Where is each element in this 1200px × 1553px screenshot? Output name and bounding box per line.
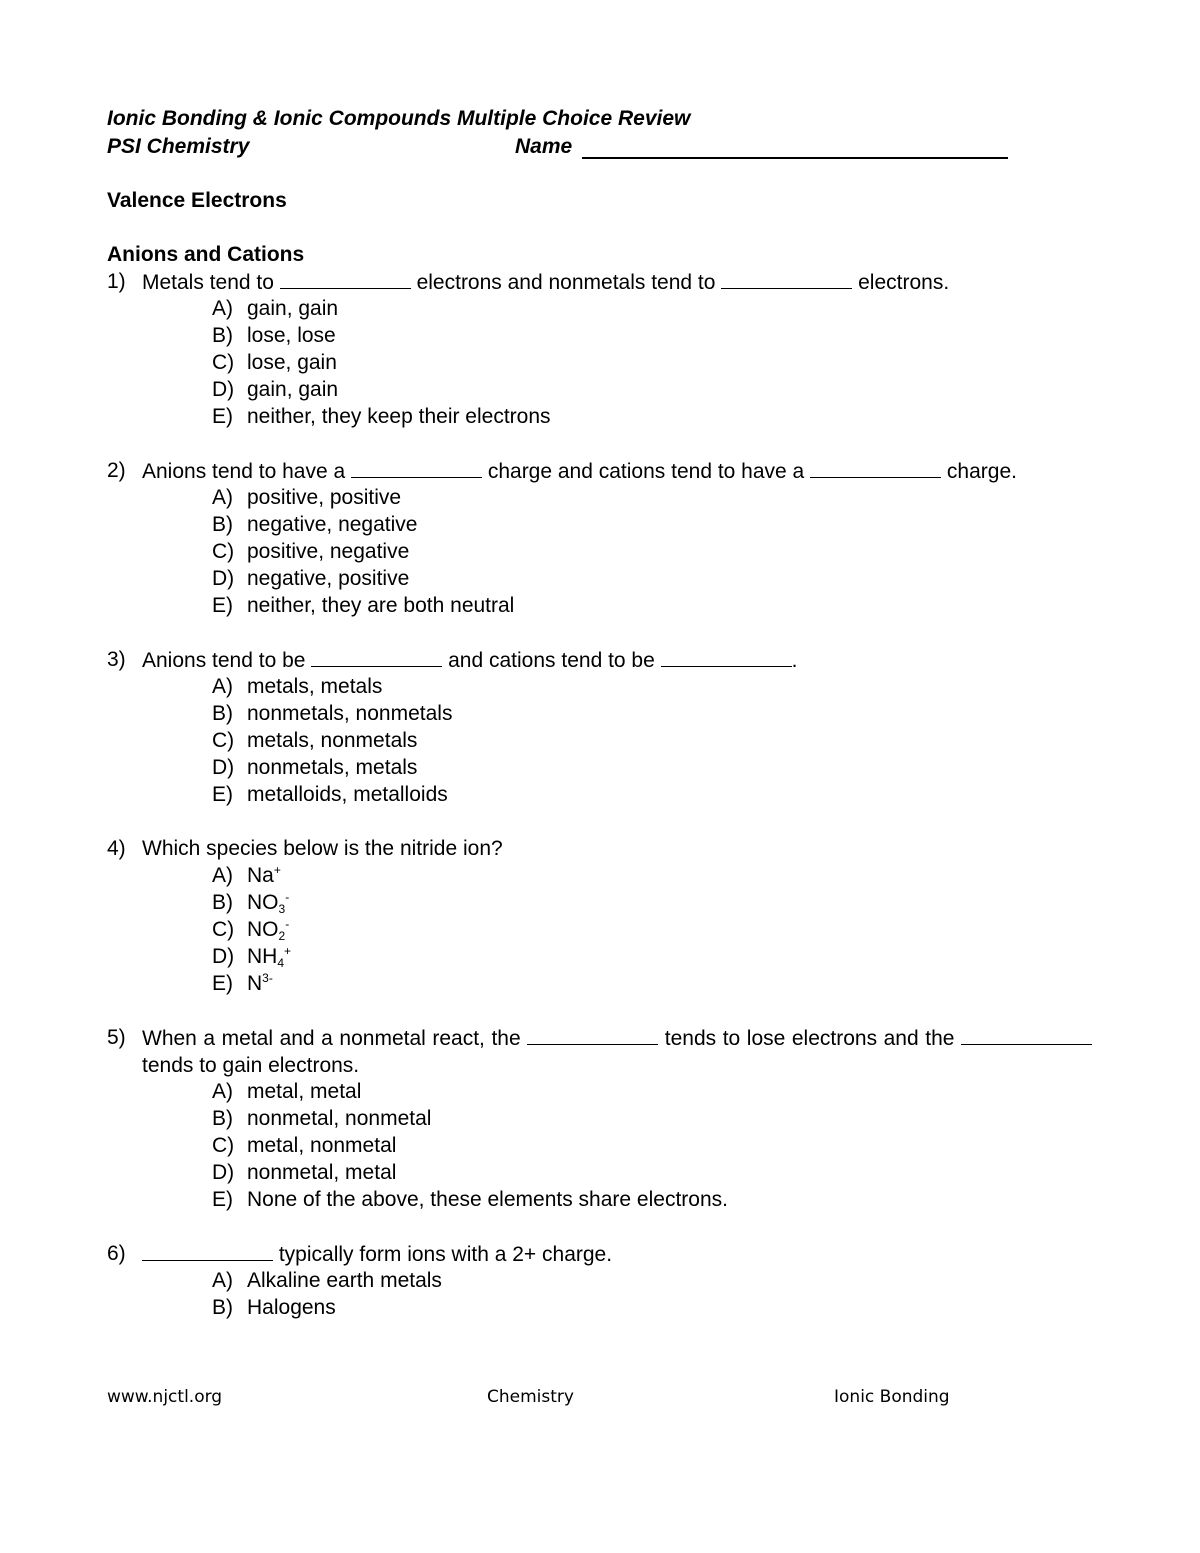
question-text: Metals tend to electrons and nonmetals tend to electrons. [142, 268, 949, 296]
answer-blank[interactable] [961, 1024, 1092, 1045]
choice-1e [107, 403, 1097, 430]
choice-letter: C) [212, 918, 235, 941]
choice-letter: C) [212, 351, 235, 374]
question-number: 1) [107, 270, 126, 293]
choice-letter: A) [212, 1269, 233, 1292]
answer-blank[interactable] [721, 268, 852, 289]
choice-4d [107, 943, 1097, 970]
choice-text: metals, nonmetals [247, 729, 418, 752]
choice-text: lose, lose [247, 324, 336, 347]
choice-letter: C) [212, 540, 235, 563]
choice-2c [107, 538, 1097, 565]
choice-text: negative, negative [247, 513, 418, 536]
choice-letter: B) [212, 702, 233, 725]
choice-text: neither, they keep their electrons [247, 405, 551, 428]
choice-4b [107, 889, 1097, 916]
question-1 [107, 268, 1097, 295]
choice-text: gain, gain [247, 297, 339, 320]
choice-letter: E) [212, 405, 233, 428]
worksheet-title: Ionic Bonding & Ionic Compounds Multiple Choice Review [107, 107, 691, 130]
choice-formula: $N^{3-}$ [247, 971, 273, 995]
choice-letter: E) [212, 1188, 233, 1211]
choice-1d [107, 376, 1097, 403]
answer-blank[interactable] [311, 646, 442, 667]
question-number: 3) [107, 648, 126, 671]
footer-subject: Chemistry [487, 1387, 574, 1407]
choice-4a [107, 862, 1097, 889]
worksheet-content [107, 187, 1097, 1321]
choice-letter: E) [212, 594, 233, 617]
question-6 [107, 1240, 1097, 1267]
choice-formula: $NO_2^-$ [247, 917, 290, 943]
choice-2d [107, 565, 1097, 592]
question-text: Anions tend to have a charge and cations tend to have a charge. [142, 457, 1017, 485]
question-number: 4) [107, 837, 126, 860]
question-3 [107, 646, 1097, 673]
name-label: Name [515, 135, 573, 158]
choice-5c [107, 1132, 1097, 1159]
choice-letter: D) [212, 378, 235, 401]
choice-text: None of the above, these elements share electrons. [247, 1188, 728, 1211]
choice-text: nonmetal, nonmetal [247, 1107, 432, 1130]
choice-5d [107, 1159, 1097, 1186]
choice-text: metal, nonmetal [247, 1134, 397, 1157]
choice-letter: D) [212, 756, 235, 779]
answer-blank[interactable] [661, 646, 792, 667]
choice-3e [107, 781, 1097, 808]
choice-1c [107, 349, 1097, 376]
worksheet-header [107, 105, 1107, 161]
choice-4c [107, 916, 1097, 943]
choice-letter: D) [212, 945, 235, 968]
choice-letter: E) [212, 972, 233, 995]
choice-5b [107, 1105, 1097, 1132]
choice-text: nonmetal, metal [247, 1161, 397, 1184]
header-course-line [107, 133, 1107, 161]
choice-letter: D) [212, 567, 235, 590]
footer-topic: Ionic Bonding [834, 1387, 950, 1407]
section-heading-anions-cations: Anions and Cations [107, 243, 305, 266]
choice-formula: Na+ [247, 863, 281, 887]
choice-letter: A) [212, 297, 233, 320]
choice-letter: B) [212, 324, 233, 347]
choice-letter: C) [212, 1134, 235, 1157]
choice-letter: A) [212, 675, 233, 698]
answer-blank[interactable] [280, 268, 411, 289]
choice-6b [107, 1294, 1097, 1321]
choice-3c [107, 727, 1097, 754]
choice-5a [107, 1078, 1097, 1105]
question-text: typically form ions with a 2+ charge. [142, 1240, 612, 1268]
choice-text: positive, negative [247, 540, 410, 563]
choice-formula: $NH_4^+$ [247, 944, 292, 970]
choice-3b [107, 700, 1097, 727]
choice-text: metals, metals [247, 675, 383, 698]
choice-5e [107, 1186, 1097, 1213]
choice-text: positive, positive [247, 486, 402, 509]
choice-letter: B) [212, 1107, 233, 1130]
choice-letter: E) [212, 783, 233, 806]
answer-blank[interactable] [142, 1240, 273, 1261]
choice-letter: D) [212, 1161, 235, 1184]
question-text: Which species below is the nitride ion? [142, 837, 503, 860]
choice-text: lose, gain [247, 351, 337, 374]
question-text: Anions tend to be and cations tend to be . [142, 646, 797, 674]
question-number: 5) [107, 1026, 126, 1049]
section-heading-valence: Valence Electrons [107, 189, 287, 212]
choice-3d [107, 754, 1097, 781]
choice-4e [107, 970, 1097, 997]
choice-text: neither, they are both neutral [247, 594, 515, 617]
question-text: When a metal and a nonmetal react, the tends to lose electrons and the tends to gain electrons. [142, 1024, 1092, 1079]
choice-formula: $NO_3^-$ [247, 890, 290, 916]
choice-1b [107, 322, 1097, 349]
choice-text: Alkaline earth metals [247, 1269, 442, 1292]
choice-2e [107, 592, 1097, 619]
answer-blank[interactable] [527, 1024, 658, 1045]
choice-text: negative, positive [247, 567, 410, 590]
choice-letter: A) [212, 1080, 233, 1103]
choice-letter: A) [212, 864, 233, 887]
choice-2b [107, 511, 1097, 538]
choice-text: Halogens [247, 1296, 336, 1319]
choice-letter: B) [212, 513, 233, 536]
choice-letter: A) [212, 486, 233, 509]
choice-1a [107, 295, 1097, 322]
name-field[interactable] [582, 133, 1008, 159]
header-title-line [107, 105, 1107, 133]
question-number: 2) [107, 459, 126, 482]
choice-6a [107, 1267, 1097, 1294]
choice-text: nonmetals, nonmetals [247, 702, 453, 725]
answer-blank[interactable] [810, 457, 941, 478]
choice-text: nonmetals, metals [247, 756, 418, 779]
choice-letter: B) [212, 1296, 233, 1319]
choice-2a [107, 484, 1097, 511]
footer-website: www.njctl.org [107, 1387, 223, 1407]
question-number: 6) [107, 1242, 126, 1265]
choice-3a [107, 673, 1097, 700]
choice-text: metal, metal [247, 1080, 362, 1103]
question-4 [107, 835, 1097, 862]
choice-text: gain, gain [247, 378, 339, 401]
course-label: PSI Chemistry [107, 135, 250, 158]
choice-letter: B) [212, 891, 233, 914]
question-2 [107, 457, 1097, 484]
question-5 [107, 1024, 1097, 1078]
answer-blank[interactable] [351, 457, 482, 478]
choice-letter: C) [212, 729, 235, 752]
choice-text: metalloids, metalloids [247, 783, 448, 806]
